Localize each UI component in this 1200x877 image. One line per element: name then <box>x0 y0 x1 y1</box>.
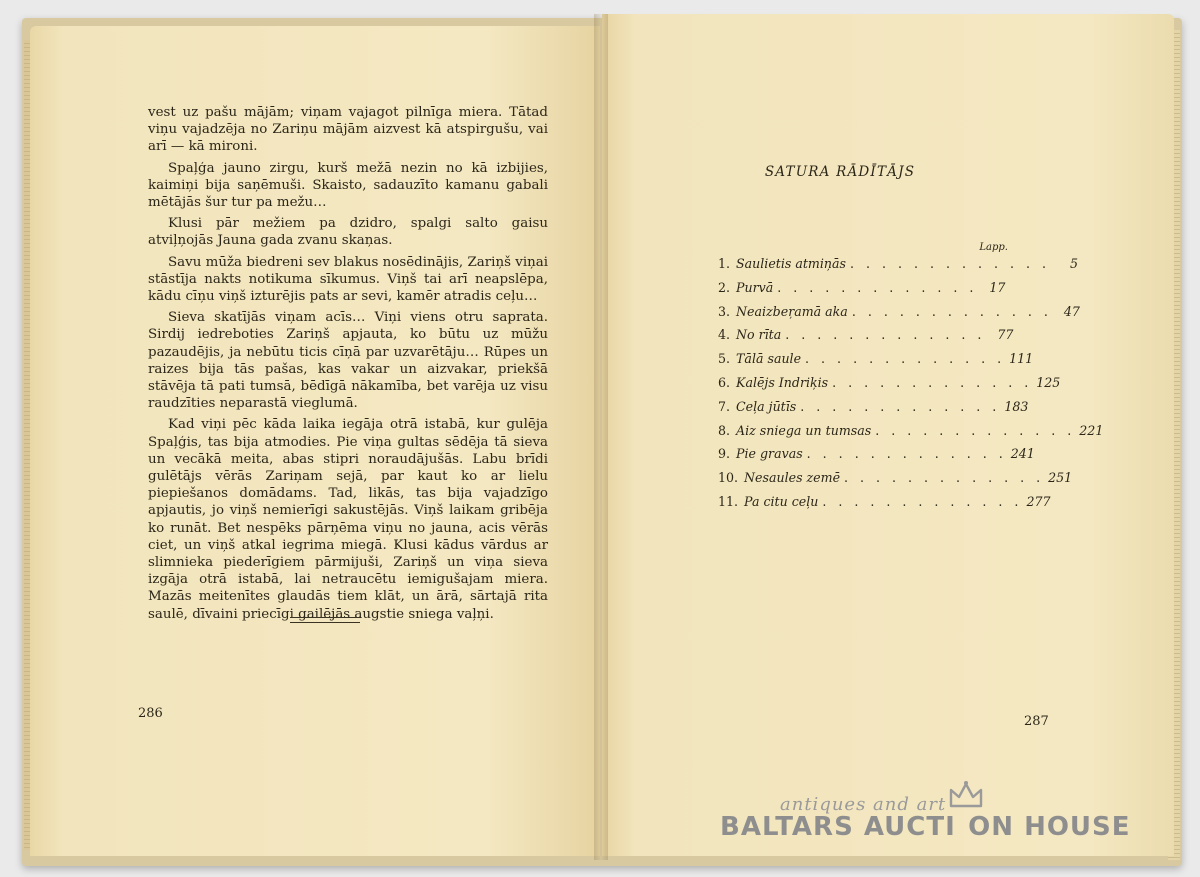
toc-entry-page: 125 <box>1036 374 1061 390</box>
toc-entry-title: Pie gravas <box>736 446 803 462</box>
toc-entry <box>718 279 1006 304</box>
paragraph: Klusi pār mežiem pa dzidro, spalgi salto gaisu atviļņojās Jauna gada zvanu skaņas. <box>148 216 548 249</box>
toc-entry <box>718 327 1014 351</box>
toc-entry <box>718 256 1079 280</box>
toc-leader-dots: . . . . . . . . . . . . . <box>805 351 1006 367</box>
toc-entry <box>718 422 1104 447</box>
toc-entry-title: Pa citu ceļu <box>744 493 819 509</box>
toc-entry-title: Neaizbeŗamā aka <box>736 303 848 319</box>
toc-entry-page: 47 <box>1063 303 1080 319</box>
toc-entry <box>718 374 1061 399</box>
toc-entry-number: 2. <box>718 279 731 295</box>
toc-entry-page: 251 <box>1048 470 1073 486</box>
chapter-end-rule <box>290 617 360 623</box>
toc-entry-number: 5. <box>718 351 731 367</box>
toc-entry <box>718 398 1029 423</box>
toc-entry <box>718 303 1080 328</box>
toc-entry-number: 8. <box>718 422 731 438</box>
toc-entry-title: Kalējs Indriķis <box>736 374 829 390</box>
toc-entry-number: 9. <box>718 446 731 462</box>
toc-heading: SATURA RĀDĪTĀJS <box>764 164 916 180</box>
toc-entry-page: 277 <box>1026 493 1051 509</box>
toc-entry <box>718 493 1051 518</box>
book-spine <box>594 14 608 860</box>
toc-entry-title: Ceļa jūtīs <box>736 398 797 414</box>
toc-leader-dots: . . . . . . . . . . . . . <box>875 422 1076 438</box>
toc-entry-number: 1. <box>718 256 731 271</box>
watermark-tagline: antiques and art <box>780 794 947 815</box>
toc-leader-dots: . . . . . . . . . . . . . <box>832 374 1033 390</box>
toc-entry <box>718 470 1073 494</box>
toc-entry-page: 17 <box>989 279 1006 295</box>
toc-entry-number: 7. <box>718 398 731 414</box>
paragraph: Sieva skatījās viņam acīs… Viņi viens otru saprata. Sirdij iedreboties Zariņš apjauta, ko būtu uz mūžu pazaudējis, ja nebūtu ticis cīņā par uzvarētāju… Rūpes un raizes bija tās pašas, kas vakar un aizvakar, priekšā stāvēja tā pati tumsā, bēdīgā nākamība, bet varēja uz visu raudzīties neparastā vieglumā. <box>148 310 548 412</box>
toc-entry-page: 111 <box>1009 351 1034 367</box>
toc-entry-title: Aiz sniega un tumsas <box>736 422 872 438</box>
left-page-number: 286 <box>138 706 163 721</box>
toc-entry <box>718 446 1035 470</box>
toc-entry-title: Nesaules zemē <box>744 470 841 486</box>
toc-entry-title: Saulietis atmiņās <box>736 256 846 271</box>
toc-leader-dots: . . . . . . . . . . . . . <box>785 327 986 343</box>
toc-leader-dots: . . . . . . . . . . . . . <box>844 470 1045 486</box>
toc-entry-title: No rīta <box>736 327 782 343</box>
toc-entry <box>718 351 1034 375</box>
toc-entry-number: 6. <box>718 374 731 390</box>
toc-entry-title: Purvā <box>736 279 774 295</box>
toc-leader-dots: . . . . . . . . . . . . . <box>806 446 1007 462</box>
toc-entry-page: 77 <box>997 327 1014 343</box>
toc-leader-dots: . . . . . . . . . . . . . <box>849 256 1051 271</box>
toc-entry-page: 221 <box>1079 422 1104 438</box>
auction-house-watermark <box>720 780 1131 850</box>
left-page-body-text <box>148 104 548 627</box>
toc-entry-title: Tālā saule <box>736 351 802 367</box>
watermark-brand: BALTARS AUCTI ON HOUSE <box>720 812 1131 842</box>
toc-entry-page: 5 <box>1070 256 1079 271</box>
paragraph: vest uz pašu mājām; viņam vajagot pilnīga miera. Tātad viņu vajadzēja no Zariņu mājām aizvest kā atspirgušu, vai arī — kā mironi. <box>148 105 548 155</box>
paragraph: Kad viņi pēc kāda laika iegāja otrā istabā, kur gulēja Spaļģis, tas bija atmodies. Pie viņa gultas sēdēja tā sieva un vecākā meita, abas stipri noraudājušās. Labu brīdi gulētājs vērās Zariņam sejā, par kaut ko ar lielu piepiešanos domādams. Tad, likās, tas bija vajadzīgo apjautis, jo viņš nemierīgi sakustējās. Viņš laikam gribēja ko runāt. Bet nespēks pārņēma viņu no jauna, acis vērās ciet, un viņš atkal iegrima miegā. Klusi kādus vārdus ar slimnieka piederīgiem pārmijuši, Zariņš un viņa sieva izgāja otrā istabā, lai netraucētu iemigušajam miera. Mazās meitenītes glaudās tiem klāt, un ārā, sārtajā rita saulē, dīvaini priecīgi gailējās augstie sniega vaļņi. <box>148 417 548 622</box>
paragraph: Savu mūža biedreni sev blakus nosēdinājis, Zariņš viņai stāstīja nakts notikuma sīkumus. Viņš tai arī neapslēpa, kādu cīņu viņš izturējis pats ar sevi, kamēr atradis ceļu… <box>148 254 548 305</box>
toc-entry-page: 241 <box>1010 446 1035 462</box>
crown-icon <box>948 780 984 810</box>
toc-entry-number: 4. <box>718 327 731 343</box>
toc-leader-dots: . . . . . . . . . . . . . <box>851 303 1052 319</box>
toc-entry-number: 10. <box>718 470 739 486</box>
paragraph: Spaļģa jauno zirgu, kurš mežā nezin no kā izbijies, kaimiņi bija saņēmuši. Skaisto, sadauzīto kamanu gabali mētājās šur tur pa mežu… <box>148 160 548 211</box>
table-of-contents <box>718 256 1104 518</box>
toc-leader-dots: . . . . . . . . . . . . . <box>800 398 1001 414</box>
toc-entry-number: 3. <box>718 303 731 319</box>
toc-entry-number: 11. <box>718 493 739 509</box>
toc-leader-dots: . . . . . . . . . . . . . <box>777 279 978 295</box>
toc-page-column-label: Lapp. <box>979 242 1008 253</box>
toc-entry-page: 183 <box>1004 398 1029 414</box>
toc-leader-dots: . . . . . . . . . . . . . <box>822 493 1023 509</box>
right-page-number: 287 <box>1024 714 1049 729</box>
